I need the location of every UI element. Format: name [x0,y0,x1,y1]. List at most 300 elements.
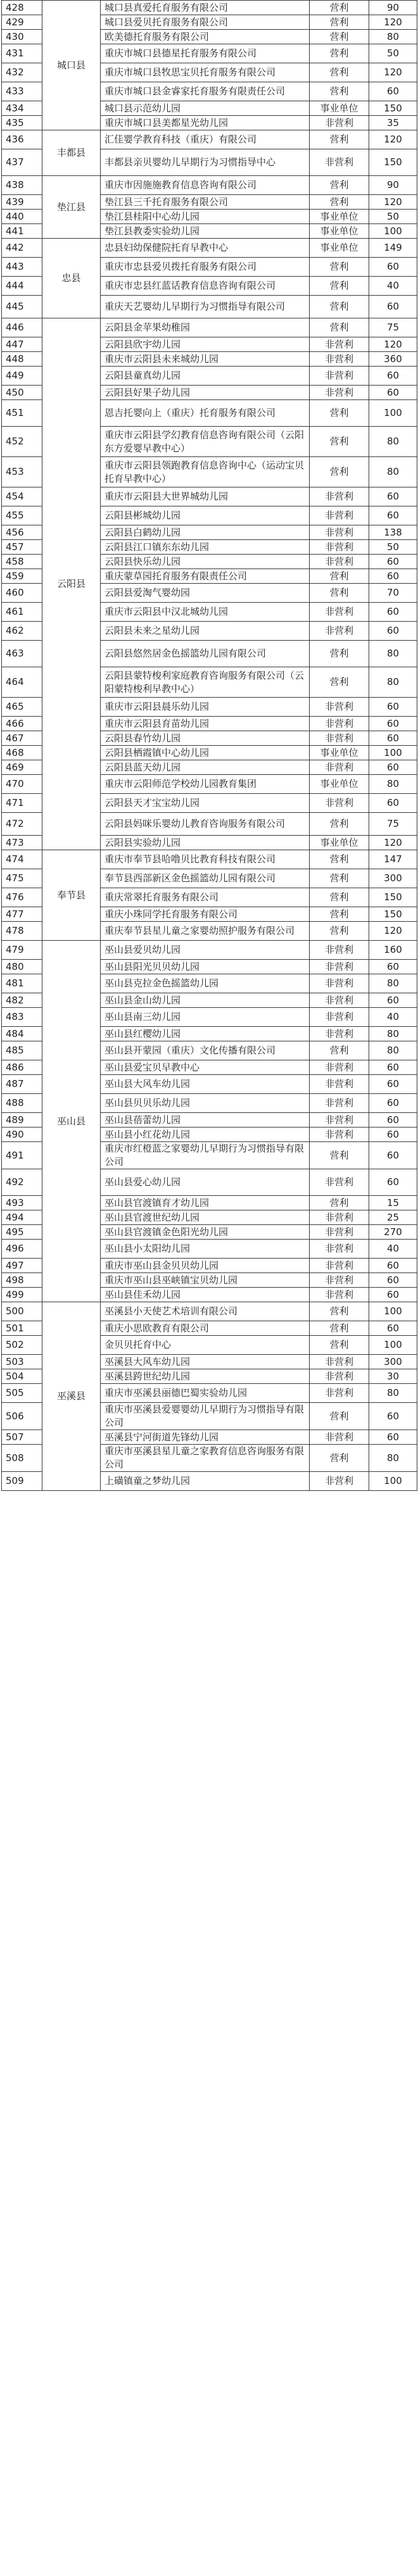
capacity-value: 80 [369,457,417,487]
institution-name: 重庆市云阳县领跑教育信息咨询中心（运动宝贝托育早教中心） [101,457,310,487]
capacity-value: 60 [369,506,417,525]
institution-type: 非营利 [310,1128,369,1142]
capacity-value: 149 [369,239,417,258]
row-number: 504 [2,1369,42,1384]
capacity-value: 60 [369,1321,417,1336]
institution-type: 非营利 [310,1273,369,1288]
institution-name: 云阳县栖霞镇中心幼儿园 [101,746,310,760]
institution-name: 重庆蒙草园托育服务有限责任公司 [101,569,310,584]
capacity-value: 35 [369,116,417,130]
table-row [2,1302,417,1321]
row-number: 460 [2,584,42,603]
row-number: 429 [2,15,42,30]
capacity-value: 60 [369,622,417,641]
institution-type: 营利 [310,813,369,836]
row-number: 454 [2,487,42,506]
capacity-value: 90 [369,1,417,15]
row-number: 457 [2,540,42,555]
capacity-value: 120 [369,63,417,82]
capacity-value: 60 [369,794,417,813]
row-number: 458 [2,555,42,569]
institution-name: 云阳县江口镇东东幼儿园 [101,540,310,555]
institution-name: 重庆市城口县美都星光幼儿园 [101,116,310,130]
row-number: 474 [2,850,42,869]
institution-type: 非营利 [310,506,369,525]
institution-name: 欧美德托育服务有限公司 [101,30,310,44]
capacity-value: 60 [369,960,417,974]
institution-type: 事业单位 [310,210,369,224]
row-number: 494 [2,1210,42,1225]
district-cell: 城口县 [42,1,101,130]
institution-type: 事业单位 [310,101,369,116]
institution-type: 非营利 [310,1210,369,1225]
district-cell: 垫江县 [42,176,101,239]
row-number: 453 [2,457,42,487]
capacity-value: 120 [369,922,417,941]
district-cell: 丰都县 [42,130,101,176]
capacity-value: 60 [369,1430,417,1445]
institution-type: 非营利 [310,1472,369,1491]
row-number: 476 [2,888,42,907]
institution-type: 非营利 [310,1008,369,1027]
capacity-value: 15 [369,1196,417,1210]
capacity-value: 75 [369,318,417,337]
row-number: 450 [2,386,42,400]
institution-type: 营利 [310,82,369,101]
capacity-value: 150 [369,101,417,116]
institution-name: 重庆小珠同学托育服务有限公司 [101,907,310,922]
row-number: 482 [2,993,42,1008]
capacity-value: 60 [369,1075,417,1094]
institution-type: 非营利 [310,1094,369,1113]
table-row [2,318,417,337]
institution-name: 重庆市忠县红蓝话教育信息咨询有限公司 [101,277,310,296]
row-number: 466 [2,717,42,731]
institution-type: 非营利 [310,1060,369,1075]
institution-type: 营利 [310,667,369,698]
institution-type: 非营利 [310,794,369,813]
row-number: 499 [2,1288,42,1302]
capacity-value: 120 [369,130,417,149]
institution-name: 云阳县金苹果幼稚园 [101,318,310,337]
institution-type: 营利 [310,277,369,296]
institution-name: 垫江县三千托育服务有限公司 [101,195,310,210]
institution-name: 云阳县快乐幼儿园 [101,555,310,569]
capacity-value: 100 [369,1302,417,1321]
institution-type: 营利 [310,888,369,907]
row-number: 507 [2,1430,42,1445]
row-number: 496 [2,1240,42,1259]
institution-type: 营利 [310,63,369,82]
institution-type: 营利 [310,922,369,941]
capacity-value: 80 [369,30,417,44]
institution-type: 非营利 [310,487,369,506]
row-number: 462 [2,622,42,641]
institution-name: 云阳县实验幼儿园 [101,836,310,850]
row-number: 489 [2,1113,42,1128]
institution-type: 非营利 [310,525,369,540]
institution-name: 重庆市云阳师范学校幼儿园教育集团 [101,775,310,794]
institution-name: 云阳县未来之星幼儿园 [101,622,310,641]
institution-name: 重庆天艺婴幼儿早期行为习惯指导有限公司 [101,296,310,318]
capacity-value: 90 [369,176,417,195]
institution-name: 云阳县彬城幼儿园 [101,506,310,525]
row-number: 468 [2,746,42,760]
institution-name: 重庆市云阳县中汉北城幼儿园 [101,603,310,622]
row-number: 440 [2,210,42,224]
institution-name: 巫山县红樱幼儿园 [101,1027,310,1041]
row-number: 464 [2,667,42,698]
capacity-value: 100 [369,1336,417,1355]
institution-name: 重庆市云阳县大世界城幼儿园 [101,487,310,506]
row-number: 441 [2,224,42,239]
institution-name: 重庆市奉节县哈噜贝比教育科技有限公司 [101,850,310,869]
row-number: 486 [2,1060,42,1075]
row-number: 473 [2,836,42,850]
capacity-value: 60 [369,296,417,318]
row-number: 455 [2,506,42,525]
district-cell: 巫山县 [42,941,101,1302]
institution-type: 营利 [310,1302,369,1321]
capacity-value: 120 [369,15,417,30]
institution-type: 营利 [310,30,369,44]
institution-type: 营利 [310,907,369,922]
institution-type: 事业单位 [310,224,369,239]
capacity-value: 60 [369,1094,417,1113]
institution-name: 巫溪县小天使艺术培训有限公司 [101,1302,310,1321]
institution-type: 营利 [310,400,369,427]
institution-name: 巫山县金山幼儿园 [101,993,310,1008]
row-number: 491 [2,1142,42,1169]
institution-type: 非营利 [310,1355,369,1369]
institution-type: 营利 [310,1,369,15]
capacity-value: 300 [369,869,417,888]
institution-name: 重庆市城口县金睿家托育服务有限责任公司 [101,82,310,101]
institution-type: 非营利 [310,1169,369,1196]
institution-name: 巫山县阳光贝贝幼儿园 [101,960,310,974]
institution-name: 金贝贝托育中心 [101,1336,310,1355]
capacity-value: 80 [369,974,417,993]
row-number: 497 [2,1259,42,1273]
row-number: 430 [2,30,42,44]
capacity-value: 100 [369,746,417,760]
institution-name: 云阳县欣宇幼儿园 [101,337,310,352]
capacity-value: 60 [369,82,417,101]
capacity-value: 300 [369,1355,417,1369]
institution-name: 重庆市因施施教育信息咨询有限公司 [101,176,310,195]
capacity-value: 60 [369,717,417,731]
institution-name: 重庆市巫溪县星儿童之家教育信息咨询服务有限公司 [101,1445,310,1472]
capacity-value: 60 [369,731,417,746]
institution-type: 非营利 [310,698,369,717]
capacity-value: 160 [369,941,417,960]
institution-type: 非营利 [310,1369,369,1384]
institution-type: 非营利 [310,1259,369,1273]
capacity-value: 138 [369,525,417,540]
institution-type: 非营利 [310,386,369,400]
row-number: 446 [2,318,42,337]
institution-name: 重庆市巫溪县丽德巴蜀实验幼儿园 [101,1384,310,1403]
capacity-value: 60 [369,1060,417,1075]
institution-name: 恩吉托婴向上（重庆）托育服务有限公司 [101,400,310,427]
institution-name: 巫山县佳禾幼儿园 [101,1288,310,1302]
institution-name: 巫溪县跨世纪幼儿园 [101,1369,310,1384]
institution-type: 营利 [310,427,369,457]
row-number: 444 [2,277,42,296]
row-number: 445 [2,296,42,318]
institution-name: 巫山县大风车幼儿园 [101,1075,310,1094]
row-number: 470 [2,775,42,794]
institution-name: 城口县爱贝托育服务有限公司 [101,15,310,30]
institution-name: 重庆常翠托育服务有限公司 [101,888,310,907]
row-number: 505 [2,1384,42,1403]
institution-type: 非营利 [310,555,369,569]
row-number: 477 [2,907,42,922]
capacity-value: 60 [369,1169,417,1196]
row-number: 442 [2,239,42,258]
table-row [2,850,417,869]
institution-type: 营利 [310,296,369,318]
institution-type: 事业单位 [310,836,369,850]
row-number: 488 [2,1094,42,1113]
institution-type: 非营利 [310,1027,369,1041]
institution-name: 巫山县南三幼儿园 [101,1008,310,1027]
institution-type: 营利 [310,1403,369,1430]
row-number: 461 [2,603,42,622]
institution-name: 奉节县西部新区金色摇篮幼儿园有限公司 [101,869,310,888]
institution-table-body [2,1,417,1491]
institution-name: 重庆小思欧教育有限公司 [101,1321,310,1336]
capacity-value: 60 [369,698,417,717]
institution-name: 巫山县克拉金色摇篮幼儿园 [101,974,310,993]
institution-name: 云阳县童真幼儿园 [101,367,310,386]
institution-name: 重庆市红橙蓝之家婴幼儿早期行为习惯指导有限公司 [101,1142,310,1169]
institution-name: 巫山县爱宝贝早教中心 [101,1060,310,1075]
table-row [2,239,417,258]
capacity-value: 30 [369,1369,417,1384]
institution-type: 非营利 [310,717,369,731]
institution-type: 营利 [310,44,369,63]
capacity-value: 70 [369,584,417,603]
capacity-value: 100 [369,224,417,239]
institution-type: 非营利 [310,1288,369,1302]
institution-name: 垫江县桂阳中心幼儿园 [101,210,310,224]
institution-type: 非营利 [310,1384,369,1403]
capacity-value: 100 [369,1472,417,1491]
institution-name: 云阳县悠然居金色摇篮幼儿园有限公司 [101,641,310,667]
capacity-value: 50 [369,540,417,555]
institution-name: 巫山县官渡镇育才幼儿园 [101,1196,310,1210]
capacity-value: 120 [369,195,417,210]
capacity-value: 150 [369,907,417,922]
capacity-value: 150 [369,888,417,907]
institution-name: 云阳县白鹤幼儿园 [101,525,310,540]
institution-type: 事业单位 [310,746,369,760]
institution-type: 营利 [310,457,369,487]
capacity-value: 80 [369,641,417,667]
capacity-value: 60 [369,760,417,775]
institution-type: 非营利 [310,622,369,641]
district-cell: 云阳县 [42,318,101,850]
row-number: 456 [2,525,42,540]
row-number: 493 [2,1196,42,1210]
institution-type: 营利 [310,195,369,210]
institution-name: 城口县真爱托育服务有限公司 [101,1,310,15]
institution-type: 非营利 [310,1240,369,1259]
institution-type: 营利 [310,1142,369,1169]
row-number: 484 [2,1027,42,1041]
institution-type: 营利 [310,1321,369,1336]
capacity-value: 40 [369,277,417,296]
row-number: 467 [2,731,42,746]
capacity-value: 60 [369,993,417,1008]
row-number: 435 [2,116,42,130]
row-number: 485 [2,1041,42,1060]
row-number: 508 [2,1445,42,1472]
institution-type: 营利 [310,15,369,30]
institution-type: 非营利 [310,731,369,746]
capacity-value: 60 [369,487,417,506]
capacity-value: 60 [369,1128,417,1142]
capacity-value: 60 [369,1273,417,1288]
institution-name: 巫溪县宁河街道先锋幼儿园 [101,1430,310,1445]
institution-type: 营利 [310,1041,369,1060]
capacity-value: 75 [369,813,417,836]
institution-name: 巫山县小太阳幼儿园 [101,1240,310,1259]
institution-name: 云阳县妈咪乐婴幼儿教育咨询服务有限公司 [101,813,310,836]
institution-type: 非营利 [310,960,369,974]
institution-name: 重庆市云阳县晨乐幼儿园 [101,698,310,717]
table-row [2,941,417,960]
institution-name: 巫山县贝贝乐幼儿园 [101,1094,310,1113]
row-number: 501 [2,1321,42,1336]
institution-name: 重庆市巫山县巫峡镇宝贝幼儿园 [101,1273,310,1288]
institution-type: 非营利 [310,352,369,367]
capacity-value: 40 [369,1240,417,1259]
capacity-value: 60 [369,603,417,622]
institution-name: 重庆市巫溪县爱婴婴幼儿早期行为习惯指导有限公司 [101,1403,310,1430]
capacity-value: 60 [369,1288,417,1302]
row-number: 503 [2,1355,42,1369]
row-number: 506 [2,1403,42,1430]
institution-name: 巫山县蓓蕾幼儿园 [101,1113,310,1128]
capacity-value: 80 [369,1027,417,1041]
row-number: 498 [2,1273,42,1288]
institution-name: 巫溪县大风车幼儿园 [101,1355,310,1369]
institution-type: 营利 [310,130,369,149]
institution-type: 营利 [310,176,369,195]
institution-name: 云阳县春竹幼儿园 [101,731,310,746]
row-number: 443 [2,258,42,277]
capacity-value: 80 [369,1384,417,1403]
institution-type: 非营利 [310,1430,369,1445]
institution-table [1,0,417,1491]
capacity-value: 40 [369,1008,417,1027]
institution-type: 营利 [310,569,369,584]
capacity-value: 50 [369,210,417,224]
capacity-value: 100 [369,400,417,427]
row-number: 509 [2,1472,42,1491]
capacity-value: 120 [369,337,417,352]
row-number: 479 [2,941,42,960]
institution-type: 营利 [310,318,369,337]
institution-type: 非营利 [310,337,369,352]
institution-name: 忠县妇幼保健院托育早教中心 [101,239,310,258]
capacity-value: 60 [369,569,417,584]
institution-name: 重庆市城口县德星托育服务有限公司 [101,44,310,63]
row-number: 431 [2,44,42,63]
capacity-value: 60 [369,386,417,400]
institution-type: 非营利 [310,149,369,176]
row-number: 495 [2,1225,42,1240]
district-cell: 奉节县 [42,850,101,941]
table-row [2,176,417,195]
capacity-value: 50 [369,44,417,63]
institution-type: 营利 [310,641,369,667]
institution-name: 重庆市城口县牧思宝贝托育服务有限公司 [101,63,310,82]
institution-name: 重庆市云阳县育苗幼儿园 [101,717,310,731]
row-number: 437 [2,149,42,176]
row-number: 500 [2,1302,42,1321]
institution-name: 云阳县好果子幼儿园 [101,386,310,400]
institution-type: 营利 [310,869,369,888]
institution-name: 云阳县蓝天幼儿园 [101,760,310,775]
capacity-value: 80 [369,427,417,457]
institution-name: 巫山县开蒙园（重庆）文化传播有限公司 [101,1041,310,1060]
capacity-value: 270 [369,1225,417,1240]
row-number: 436 [2,130,42,149]
row-number: 478 [2,922,42,941]
capacity-value: 60 [369,555,417,569]
table-row [2,1,417,15]
table-row [2,130,417,149]
institution-name: 重庆市云阳县学幻教育信息咨询有限公司（云阳东方爱婴早教中心） [101,427,310,457]
capacity-value: 80 [369,1445,417,1472]
institution-name: 重庆市巫山县金贝贝幼儿园 [101,1259,310,1273]
row-number: 463 [2,641,42,667]
capacity-value: 60 [369,1142,417,1169]
institution-type: 非营利 [310,540,369,555]
institution-type: 营利 [310,584,369,603]
institution-type: 事业单位 [310,239,369,258]
capacity-value: 80 [369,667,417,698]
capacity-value: 80 [369,1041,417,1060]
capacity-value: 60 [369,367,417,386]
institution-name: 云阳县蒙特梭利家庭教育咨询服务有限公司（云阳蒙特梭利早教中心） [101,667,310,698]
institution-name: 巫山县小红花幼儿园 [101,1128,310,1142]
institution-name: 云阳县天才宝宝幼儿园 [101,794,310,813]
capacity-value: 360 [369,352,417,367]
institution-name: 城口县示范幼儿园 [101,101,310,116]
row-number: 480 [2,960,42,974]
institution-name: 重庆市忠县爱贝拨托育服务有限公司 [101,258,310,277]
institution-type: 非营利 [310,367,369,386]
row-number: 472 [2,813,42,836]
institution-type: 非营利 [310,1075,369,1094]
institution-name: 垫江县教委实验幼儿园 [101,224,310,239]
row-number: 492 [2,1169,42,1196]
institution-name: 巫山县官渡世纪幼儿园 [101,1210,310,1225]
institution-type: 非营利 [310,941,369,960]
capacity-value: 120 [369,836,417,850]
row-number: 448 [2,352,42,367]
capacity-value: 80 [369,775,417,794]
row-number: 428 [2,1,42,15]
institution-type: 非营利 [310,974,369,993]
institution-type: 营利 [310,850,369,869]
capacity-value: 150 [369,149,417,176]
row-number: 452 [2,427,42,457]
